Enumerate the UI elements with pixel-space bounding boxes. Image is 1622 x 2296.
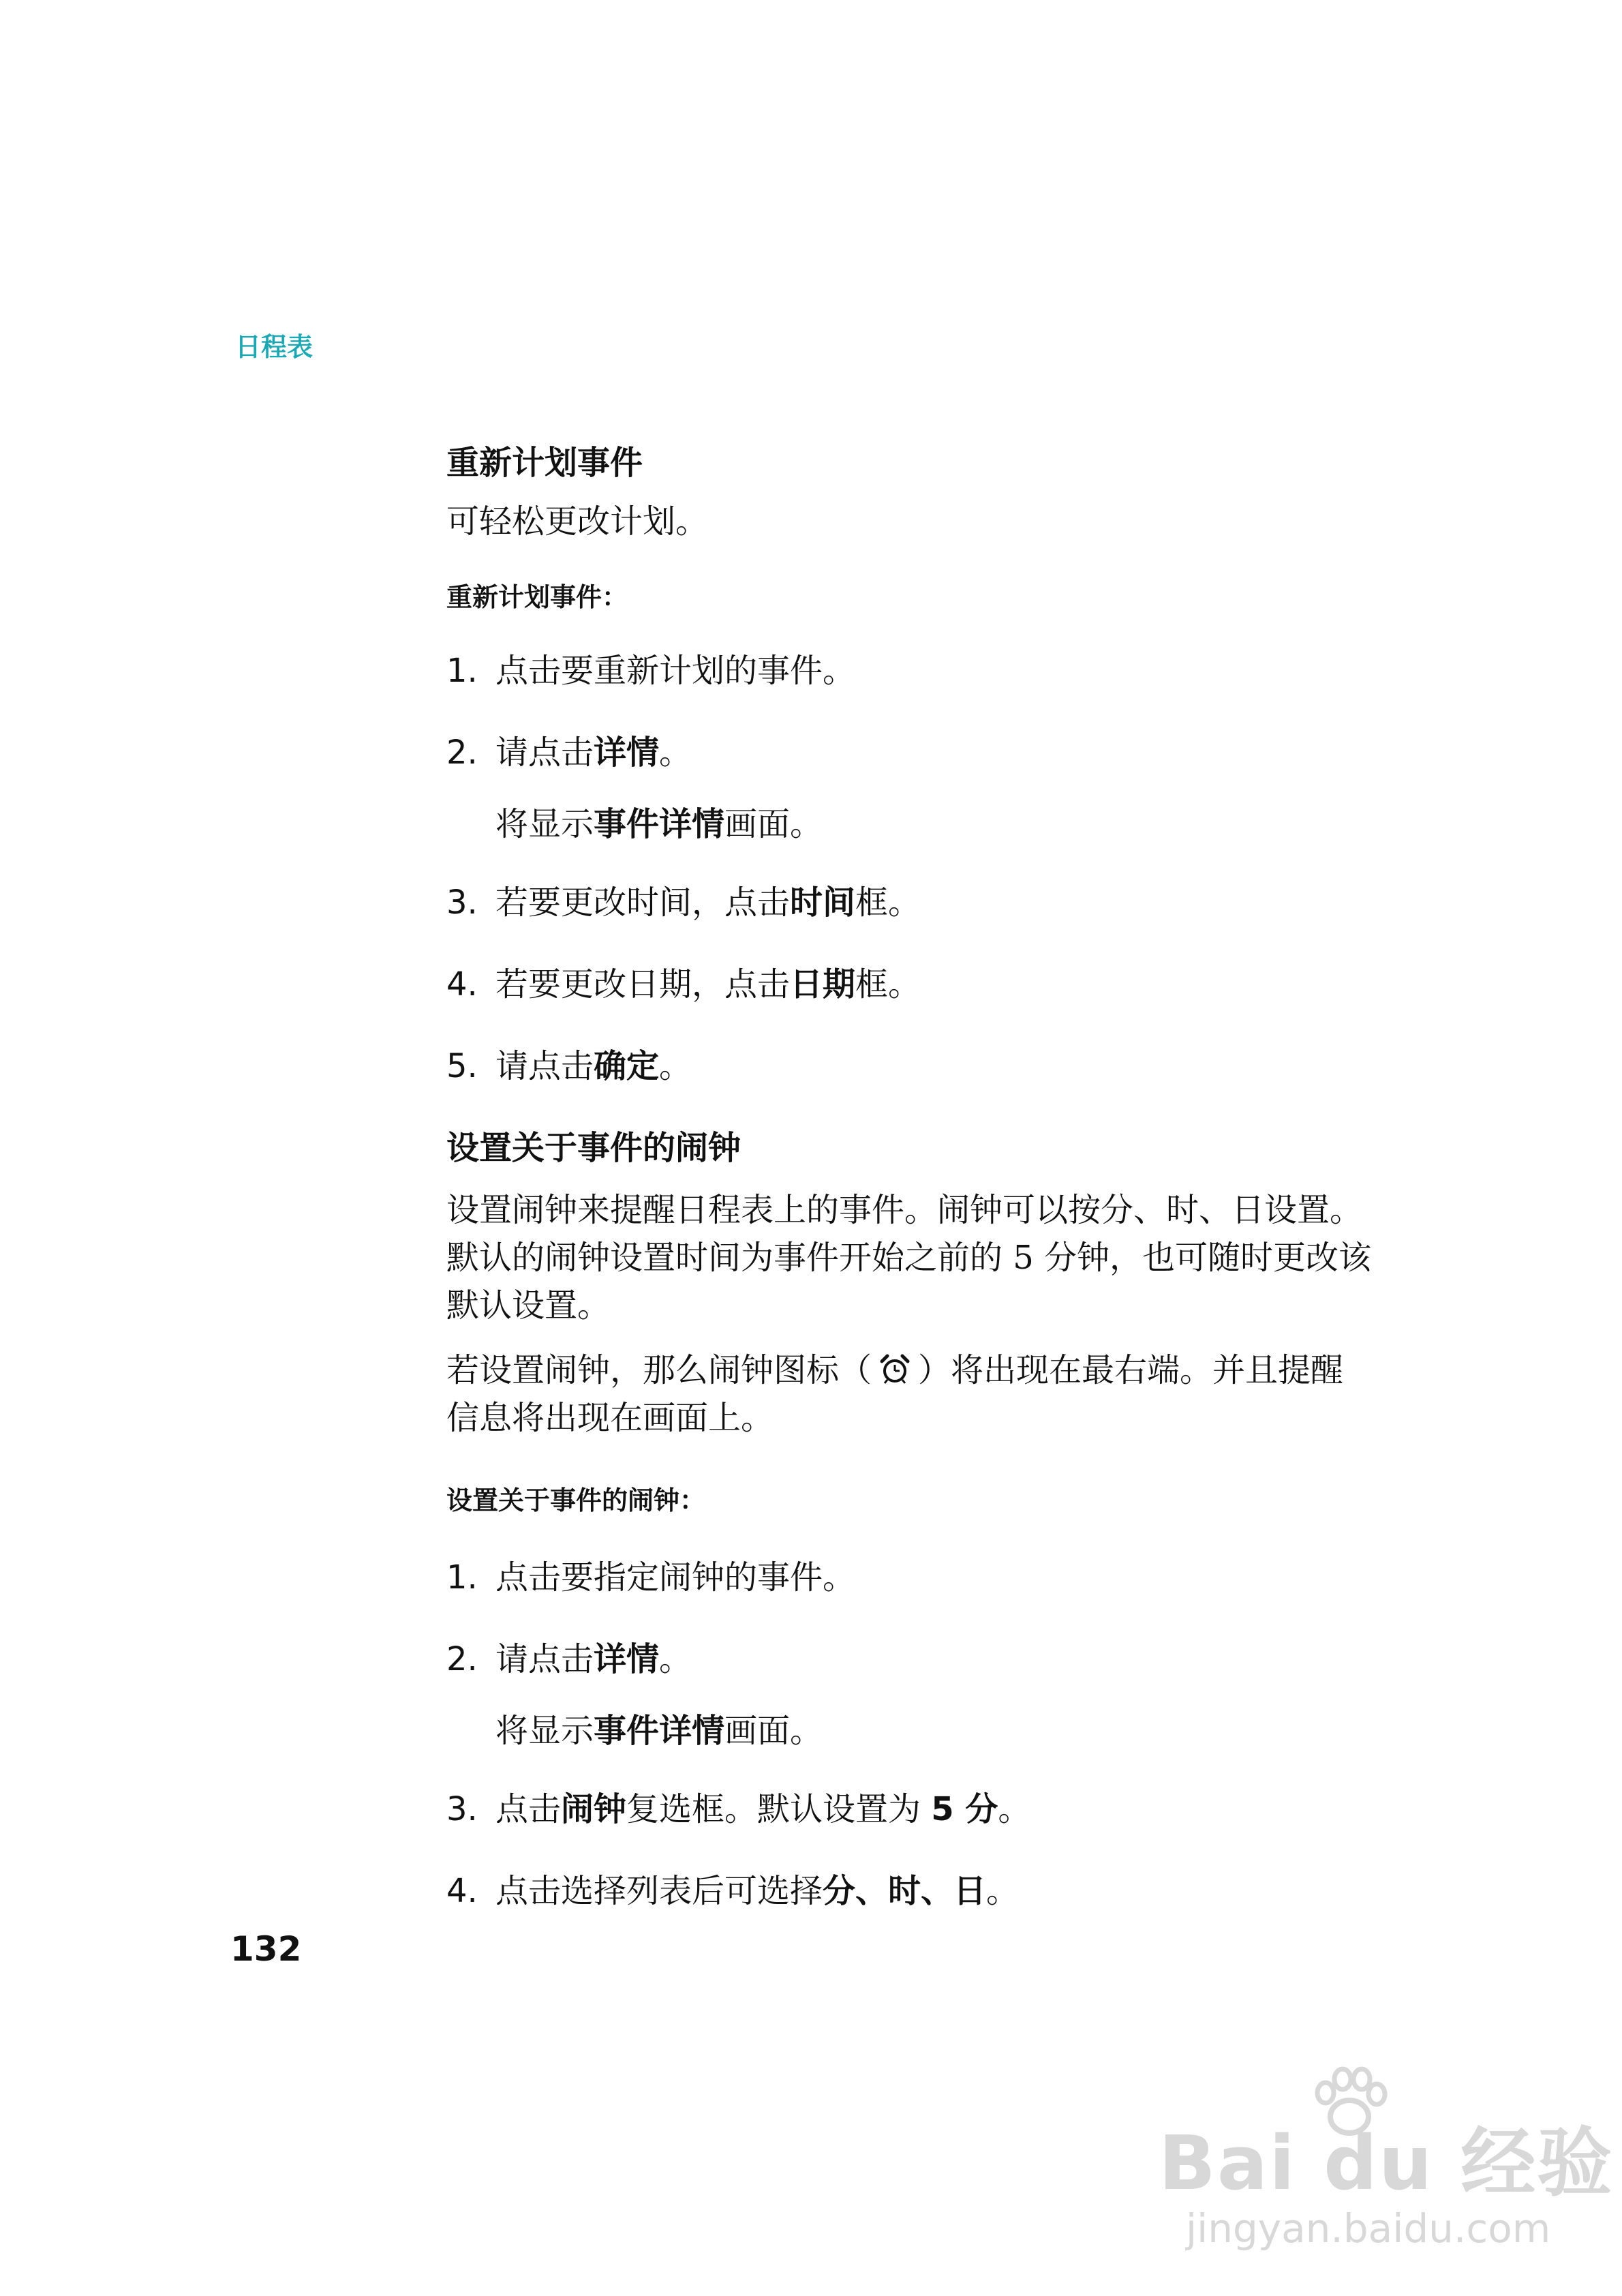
step-2-note: 将显示事件详情画面。	[495, 805, 823, 843]
section-label: 日程表	[235, 332, 313, 362]
watermark-url: jingyan.baidu.com	[1186, 2205, 1551, 2252]
alarm-step-3: 3. 点击闹钟复选框。默认设置为 5 分。	[446, 1790, 1031, 1828]
step-2: 2. 请点击详情。	[446, 734, 692, 772]
alarm-step-4: 4. 点击选择列表后可选择分、时、日。	[446, 1872, 1020, 1910]
watermark-logo: Bai du 经验	[1159, 2119, 1614, 2207]
step-3: 3. 若要更改时间，点击时间框。	[446, 883, 921, 922]
alarm-procedure-heading: 设置关于事件的闹钟：	[446, 1485, 706, 1515]
alarm-step-2-note: 将显示事件详情画面。	[495, 1712, 823, 1750]
alarm-step-2: 2. 请点击详情。	[446, 1640, 692, 1678]
step-1: 1. 点击要重新计划的事件。	[446, 652, 856, 690]
page-number: 132	[230, 1929, 302, 1969]
alarm-step-1: 1. 点击要指定闹钟的事件。	[446, 1558, 856, 1597]
step-5: 5. 请点击确定。	[446, 1047, 692, 1085]
alarm-paragraph: 设置闹钟来提醒日程表上的事件。闹钟可以按分、时、日设置。 默认的闹钟设置时间为事件开始之前的 5 分钟，也可随时更改该 默认设置。	[446, 1191, 1372, 1325]
procedure-heading: 重新计划事件：	[446, 582, 628, 612]
section-intro: 可轻松更改计划。	[446, 502, 709, 541]
alarm-icon-paragraph: 若设置闹钟，那么闹钟图标（ ）将出现在最右端。并且提醒 信息将出现在画面上。	[446, 1351, 1344, 1437]
section-title-reschedule: 重新计划事件	[446, 444, 643, 482]
step-4: 4. 若要更改日期，点击日期框。	[446, 965, 921, 1003]
alarm-clock-icon	[878, 1353, 911, 1385]
section-title-alarm: 设置关于事件的闹钟	[446, 1129, 741, 1167]
